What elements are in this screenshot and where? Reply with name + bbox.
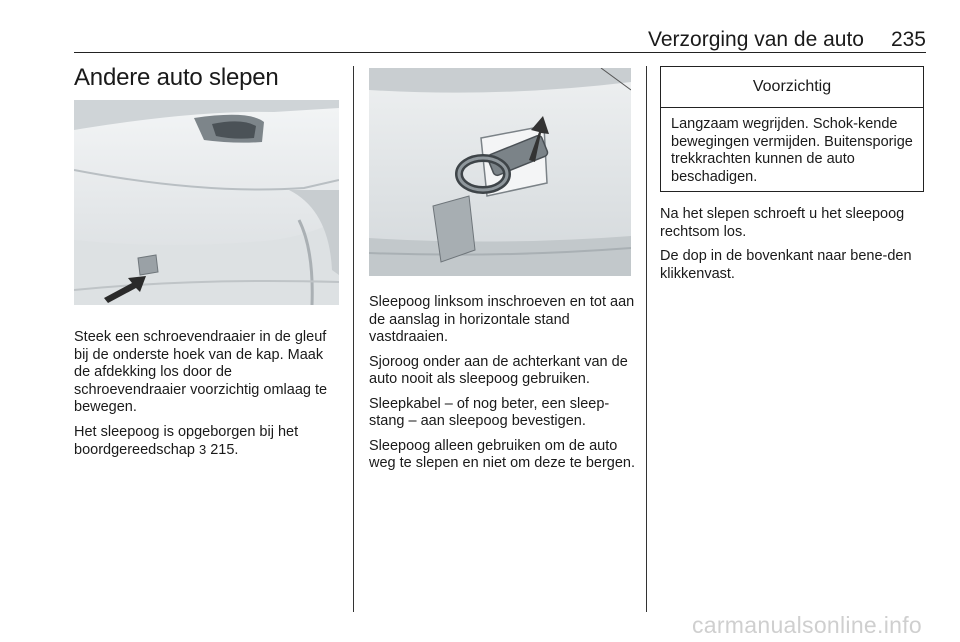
- header-title: Verzorging van de auto: [648, 28, 864, 51]
- paragraph: Sleepkabel – of nog beter, een sleep-stang – aan sleepoog bevestigen.: [369, 395, 610, 429]
- caution-body: Langzaam wegrijden. Schok-kende bewegingen vermijden. Buitensporige trekkrachten kunnen de auto beschadigen.: [671, 116, 913, 185]
- column-divider-1: [353, 66, 354, 612]
- column-divider-2: [646, 66, 647, 612]
- reference-page: 215.: [210, 442, 239, 458]
- column-1-text: [74, 329, 342, 467]
- bumper-cover-illustration: [74, 100, 339, 305]
- tow-eye-drawing: [369, 68, 631, 276]
- paragraph: Steek een schroevendraaier in de gleuf bij de onderste hoek van de kap. Maak de afdekking los door de schroevendraaier voorzichtig omlaag te bewegen.: [74, 329, 328, 415]
- page-number: 235: [890, 28, 926, 51]
- column-2-text: [369, 294, 635, 480]
- paragraph: Na het slepen schroeft u het sleepoog rechtsom los.: [660, 206, 905, 240]
- paragraph: Sleepoog alleen gebruiken om de auto weg te slepen en niet om deze te bergen.: [369, 437, 636, 471]
- column-3-text: [660, 206, 926, 290]
- section-title: Andere auto slepen: [74, 64, 279, 91]
- reference-text: Het sleepoog is opgeborgen bij het boordgereedschap: [74, 423, 299, 458]
- page-header: [74, 26, 926, 53]
- caution-box: [660, 66, 924, 192]
- caution-title: Voorzichtig: [661, 67, 923, 108]
- paragraph-with-reference: [74, 424, 342, 460]
- paragraph: Sleepoog linksom inschroeven en tot aan de aanslag in horizontale stand vastdraaien.: [369, 294, 635, 345]
- paragraph: Sjoroog onder aan de achterkant van de auto nooit als sleepoog gebruiken.: [369, 353, 628, 387]
- watermark: carmanualsonline.info: [691, 612, 922, 638]
- page-reference-icon: 3: [198, 442, 207, 457]
- tow-eye-illustration: [369, 68, 631, 276]
- bumper-cover-drawing: [74, 100, 339, 305]
- paragraph: De dop in de bovenkant naar bene-den klikkenvast.: [660, 248, 912, 282]
